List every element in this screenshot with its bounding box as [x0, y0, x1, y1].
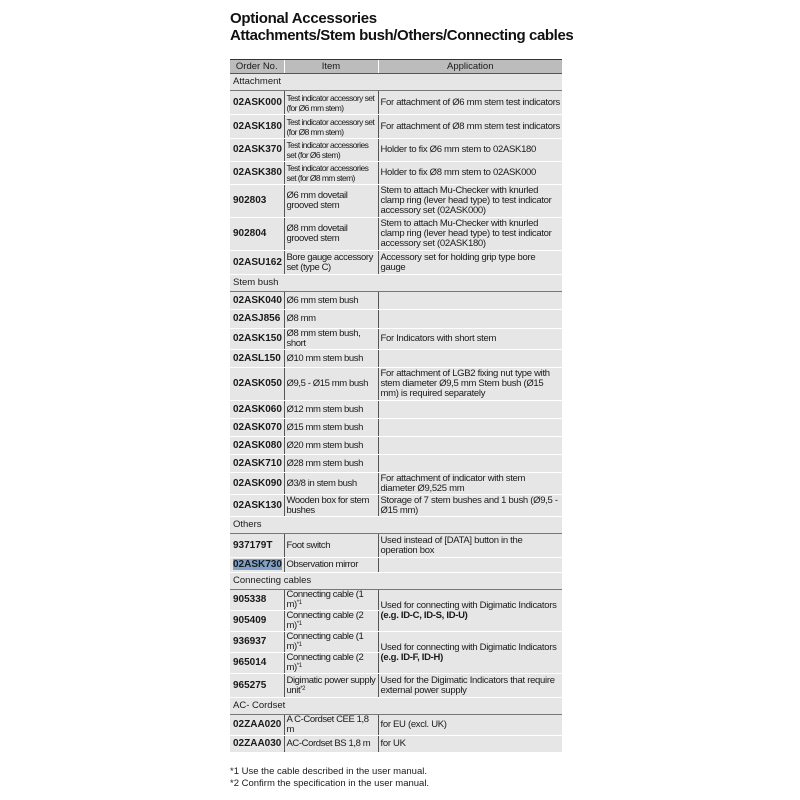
order-no: 02ASK710 — [230, 455, 284, 473]
application-text: Used for connecting with Digimatic Indicators — [380, 599, 557, 611]
order-no: 02ZAA020 — [230, 715, 284, 736]
section-label: Connecting cables — [230, 573, 562, 590]
item-text: Connecting cable (2 m) — [286, 610, 364, 631]
selected-order-no[interactable]: 02ASK730 — [233, 559, 282, 570]
item-cell: Ø10 mm stem bush — [284, 350, 378, 368]
page-title: Optional Accessories — [230, 10, 377, 27]
footnote-mark: *1 — [296, 642, 302, 648]
footnote-mark: *1 — [296, 663, 302, 669]
application-cell: For attachment of LGB2 fixing nut type with stem diameter Ø9,5 mm Stem bush (Ø15 mm) is required separately — [378, 368, 562, 401]
item-cell: Ø15 mm stem bush — [284, 419, 378, 437]
order-no: 902803 — [230, 185, 284, 218]
item-cell: Ø12 mm stem bush — [284, 401, 378, 419]
subtitle-text: Attachments/Stem bush/Others/Connecting cables — [230, 27, 574, 44]
footnote-mark: *1 — [296, 621, 302, 627]
table-row — [230, 495, 562, 517]
application-cell — [378, 292, 562, 310]
order-no: 02ASK070 — [230, 419, 284, 437]
table-row — [230, 329, 562, 350]
table-header-row — [230, 60, 562, 74]
order-no: 02ASK080 — [230, 437, 284, 455]
application-cell: Storage of 7 stem bushes and 1 bush (Ø9,5 - Ø15 mm) — [378, 495, 562, 517]
application-cell — [378, 350, 562, 368]
table-row — [230, 437, 562, 455]
application-text: Used for connecting with Digimatic Indicators — [380, 641, 557, 653]
application-cell: For attachment of Ø6 mm stem test indicators — [378, 91, 562, 115]
item-cell: A C-Cordset CEE 1,8 m — [284, 715, 378, 736]
footnote-mark: *2 — [300, 685, 306, 692]
application-cell — [378, 310, 562, 329]
table-row — [230, 251, 562, 275]
table-row — [230, 162, 562, 185]
order-no: 905338 — [230, 590, 284, 611]
header-application: Application — [378, 60, 562, 74]
item-cell — [284, 611, 378, 632]
application-cell: Accessory set for holding grip type bore gauge — [378, 251, 562, 275]
order-no: 902804 — [230, 218, 284, 251]
application-cell: Stem to attach Mu-Checker with knurled clamp ring (lever head type) to test indicator accessory set (02ASK000) — [378, 185, 562, 218]
item-text: Connecting cable (2 m) — [286, 652, 364, 673]
application-cell — [378, 419, 562, 437]
table-row — [230, 401, 562, 419]
order-no: 937179T — [230, 534, 284, 558]
application-example: (e.g. ID-C, ID-S, ID-U) — [380, 609, 468, 621]
item-cell: Ø6 mm dovetail grooved stem — [284, 185, 378, 218]
table-row — [230, 736, 562, 753]
application-cell: For attachment of Ø8 mm stem test indicators — [378, 115, 562, 139]
order-no: 905409 — [230, 611, 284, 632]
item-cell: Observation mirror — [284, 558, 378, 573]
table-row — [230, 368, 562, 401]
order-no: 02ASK180 — [230, 115, 284, 139]
header-item: Item — [284, 60, 378, 74]
item-cell: Ø8 mm stem bush, short — [284, 329, 378, 350]
order-no: 02ASK000 — [230, 91, 284, 115]
table-row — [230, 534, 562, 558]
table-row — [230, 115, 562, 139]
application-cell — [378, 401, 562, 419]
order-no: 02ASU162 — [230, 251, 284, 275]
item-cell — [284, 590, 378, 611]
order-no: 02ASK050 — [230, 368, 284, 401]
table-row — [230, 473, 562, 495]
table-row — [230, 674, 562, 698]
item-cell: Wooden box for stem bushes — [284, 495, 378, 517]
footnote-1: *1 Use the cable described in the user manual. — [230, 766, 427, 777]
item-cell: Test indicator accessory set (for Ø8 mm stem) — [284, 115, 378, 139]
table-row — [230, 632, 562, 653]
application-cell — [378, 437, 562, 455]
table-row — [230, 185, 562, 218]
application-cell — [378, 632, 562, 674]
application-cell: For attachment of indicator with stem diameter Ø9,525 mm — [378, 473, 562, 495]
order-no: 02ASK090 — [230, 473, 284, 495]
heading-block — [230, 10, 574, 44]
table-row — [230, 558, 562, 573]
footnote-2: *2 Confirm the specification in the user manual. — [230, 778, 430, 789]
application-cell: Used for the Digimatic Indicators that require external power supply — [378, 674, 562, 698]
item-cell: AC-Cordset BS 1,8 m — [284, 736, 378, 753]
order-no: 02ASK060 — [230, 401, 284, 419]
table-row — [230, 91, 562, 115]
order-no: 02ZAA030 — [230, 736, 284, 753]
application-cell: For Indicators with short stem — [378, 329, 562, 350]
application-cell — [378, 455, 562, 473]
item-cell: Ø9,5 - Ø15 mm bush — [284, 368, 378, 401]
application-cell: Holder to fix Ø8 mm stem to 02ASK000 — [378, 162, 562, 185]
application-cell: for UK — [378, 736, 562, 753]
item-cell: Foot switch — [284, 534, 378, 558]
section-label: Attachment — [230, 74, 562, 91]
accessories-table — [230, 59, 562, 753]
section-connecting-cables — [230, 573, 562, 590]
section-ac-cordset — [230, 698, 562, 715]
order-no: 02ASK040 — [230, 292, 284, 310]
section-label: AC- Cordset — [230, 698, 562, 715]
footnotes — [230, 766, 429, 790]
table-row — [230, 455, 562, 473]
footnote-mark: *1 — [296, 600, 302, 606]
section-label: Stem bush — [230, 275, 562, 292]
table-row — [230, 715, 562, 736]
section-attachment — [230, 74, 562, 91]
table-row — [230, 292, 562, 310]
item-cell — [284, 674, 378, 698]
item-cell — [284, 632, 378, 653]
order-no: 965275 — [230, 674, 284, 698]
application-cell: Used instead of [DATA] button in the operation box — [378, 534, 562, 558]
table-row — [230, 310, 562, 329]
table-row — [230, 419, 562, 437]
order-no: 02ASJ856 — [230, 310, 284, 329]
item-cell: Ø8 mm — [284, 310, 378, 329]
header-order-no: Order No. — [230, 60, 284, 74]
item-cell — [284, 653, 378, 674]
order-no: 02ASK150 — [230, 329, 284, 350]
item-cell: Test indicator accessory set (for Ø6 mm stem) — [284, 91, 378, 115]
item-cell: Ø20 mm stem bush — [284, 437, 378, 455]
order-no: 02ASK370 — [230, 139, 284, 162]
table-row — [230, 218, 562, 251]
application-cell — [378, 558, 562, 573]
section-label: Others — [230, 517, 562, 534]
page-subtitle — [230, 27, 574, 44]
table-row — [230, 350, 562, 368]
item-text: Connecting cable (1 m) — [286, 589, 364, 610]
application-cell — [378, 590, 562, 632]
item-cell: Test indicator accessories set (for Ø8 mm stem) — [284, 162, 378, 185]
section-stem-bush — [230, 275, 562, 292]
table-row — [230, 590, 562, 611]
item-cell: Ø28 mm stem bush — [284, 455, 378, 473]
order-no: 02ASK380 — [230, 162, 284, 185]
item-cell: Test indicator accessories set (for Ø6 stem) — [284, 139, 378, 162]
order-no: 02ASK130 — [230, 495, 284, 517]
order-no: 02ASL150 — [230, 350, 284, 368]
item-cell: Ø8 mm dovetail grooved stem — [284, 218, 378, 251]
item-text: Digimatic power supply unit — [286, 674, 376, 696]
application-example: (e.g. ID-F, ID-H) — [380, 651, 443, 663]
application-cell: Stem to attach Mu-Checker with knurled clamp ring (lever head type) to test indicator accessory set (02ASK180) — [378, 218, 562, 251]
section-others — [230, 517, 562, 534]
application-cell: for EU (excl. UK) — [378, 715, 562, 736]
application-cell: Holder to fix Ø6 mm stem to 02ASK180 — [378, 139, 562, 162]
table-row — [230, 139, 562, 162]
item-cell: Bore gauge accessory set (type C) — [284, 251, 378, 275]
order-no — [230, 558, 284, 573]
item-cell: Ø6 mm stem bush — [284, 292, 378, 310]
item-text: Connecting cable (1 m) — [286, 631, 364, 652]
order-no: 936937 — [230, 632, 284, 653]
order-no: 965014 — [230, 653, 284, 674]
item-cell: Ø3/8 in stem bush — [284, 473, 378, 495]
